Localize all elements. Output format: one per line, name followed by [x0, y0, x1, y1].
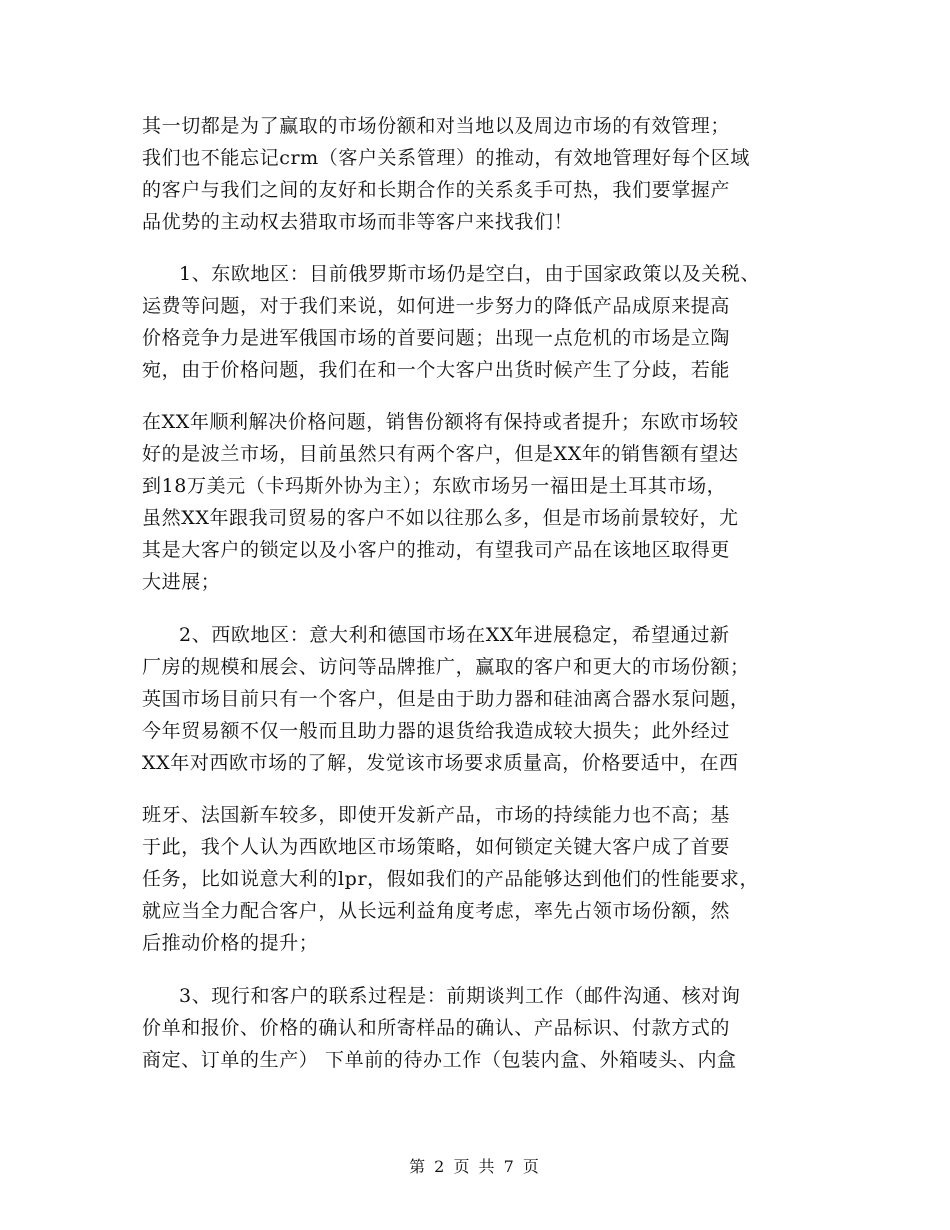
text-line: 今年贸易额不仅一般而且助力器的退货给我造成较大损失；此外经过	[142, 720, 731, 742]
page-number-footer: 第 2 页 共 7 页	[409, 1157, 541, 1176]
text-line: 就应当全力配合客户，从长远利益角度考虑，率先占领市场份额，然	[142, 900, 731, 922]
text-line: 在XX年顺利解决价格问题，销售份额将有保持或者提升；东欧市场较	[142, 411, 739, 433]
text-line: 宛，由于价格问题，我们在和一个大客户出货时候产生了分歧，若能	[142, 359, 731, 381]
text-line: 的客户与我们之间的友好和长期合作的关系炙手可热，我们要掌握产	[142, 179, 731, 201]
text-line: 后推动价格的提升；	[142, 932, 319, 954]
text-line: 任务，比如说意大利的lpr，假如我们的产品能够达到他们的性能要求，	[142, 868, 760, 890]
text-line: 价格竞争力是进军俄国市场的首要问题；出现一点危机的市场是立陶	[142, 327, 731, 349]
text-line: 价单和报价、价格的确认和所寄样品的确认、产品标识、付款方式的	[142, 1017, 731, 1039]
text-line: 运费等问题，对于我们来说，如何进一步努力的降低产品成原来提高	[142, 295, 731, 317]
paragraph-heading-line: 3、现行和客户的联系过程是：前期谈判工作（邮件沟通、核对询	[179, 985, 741, 1007]
text-line: 于此，我个人认为西欧地区市场策略，如何锁定关键大客户成了首要	[142, 836, 731, 858]
text-line: 商定、订单的生产） 下单前的待办工作（包装内盒、外箱唛头、内盒	[142, 1049, 737, 1071]
text-line: 我们也不能忘记crm（客户关系管理）的推动，有效地管理好每个区域	[142, 147, 750, 169]
text-line: 班牙、法国新车较多，即使开发新产品，市场的持续能力也不高；基	[142, 804, 731, 826]
text-line: 其是大客户的锁定以及小客户的推动，有望我司产品在该地区取得更	[142, 539, 731, 561]
paragraph-heading-line: 1、东欧地区：目前俄罗斯市场仍是空白，由于国家政策以及关税、	[179, 263, 761, 285]
text-line: 到18万美元（卡玛斯外协为主）；东欧市场另一福田是土耳其市场，	[142, 475, 727, 497]
text-line: 大进展；	[142, 571, 221, 593]
text-line: 其一切都是为了赢取的市场份额和对当地以及周边市场的有效管理；	[142, 115, 731, 137]
text-line: XX年对西欧市场的了解，发觉该市场要求质量高，价格要适中，在西	[142, 752, 739, 774]
paragraph-heading-line: 2、西欧地区：意大利和德国市场在XX年进展稳定，希望通过新	[179, 624, 730, 646]
text-line: 虽然XX年跟我司贸易的客户不如以往那么多，但是市场前景较好，尤	[142, 507, 739, 529]
text-line: 厂房的规模和展会、访问等品牌推广，赢取的客户和更大的市场份额；	[142, 656, 750, 678]
text-line: 品优势的主动权去猎取市场而非等客户来找我们！	[142, 211, 574, 233]
text-line: 好的是波兰市场，目前虽然只有两个客户，但是XX年的销售额有望达	[142, 443, 739, 465]
text-line: 英国市场目前只有一个客户，但是由于助力器和硅油离合器水泵问题，	[142, 688, 750, 710]
